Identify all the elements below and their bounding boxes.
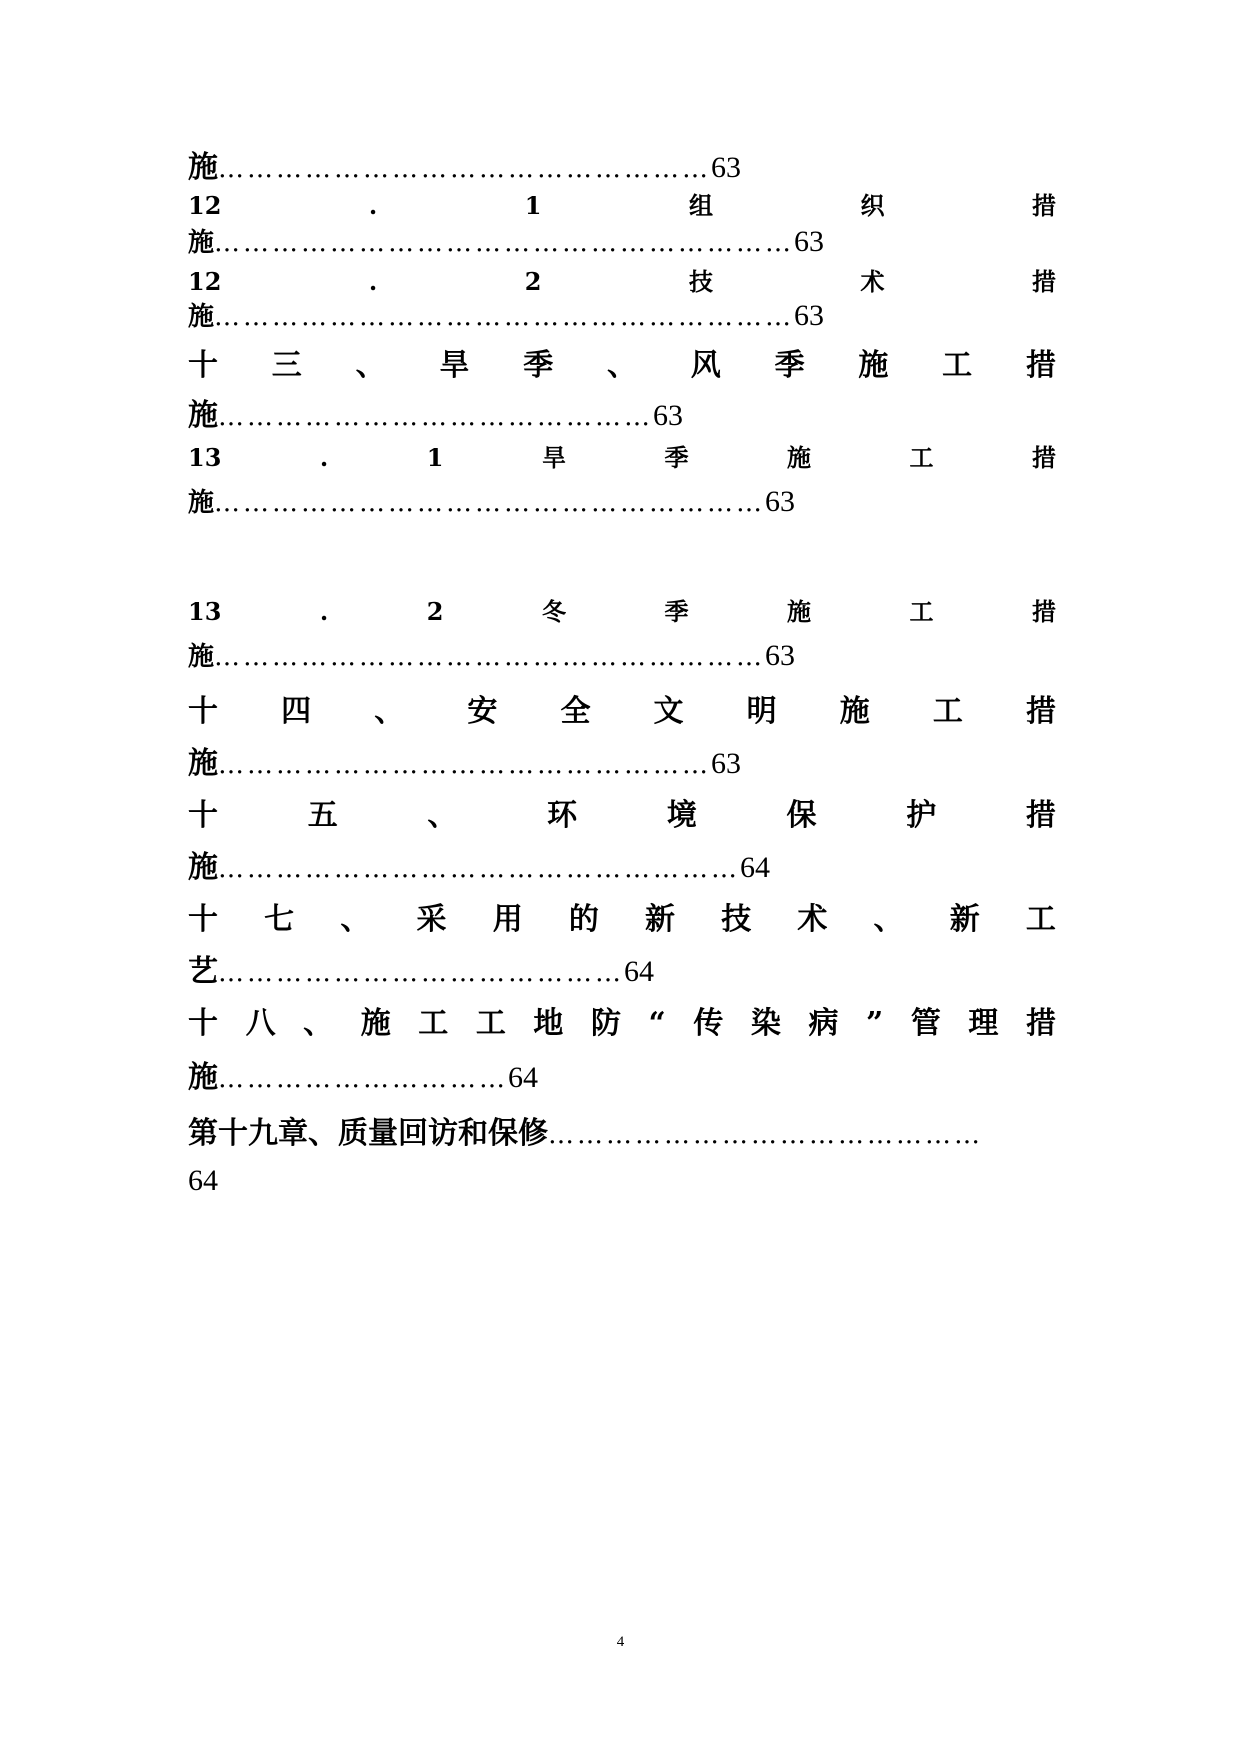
toc-page-number: 63: [794, 225, 825, 258]
toc-word: 三: [271, 348, 302, 383]
toc-line: [188, 142, 1056, 188]
toc-line: [188, 390, 1056, 436]
page-number: 4: [616, 1634, 625, 1650]
toc-word: 施: [360, 1006, 391, 1041]
toc-word: .: [319, 443, 329, 472]
toc-word: 十: [188, 694, 218, 729]
toc-word: 用: [492, 902, 523, 937]
toc-word: 措: [1025, 348, 1056, 383]
dot-leader: …………………………………………………: [214, 642, 766, 672]
toc-entry-text: 施: [188, 150, 218, 185]
toc-word: 施: [858, 348, 889, 383]
toc-word: 措: [1025, 798, 1056, 833]
toc-word: 1: [524, 191, 542, 220]
toc-entry-text: 施: [188, 302, 215, 332]
toc-word: 环: [547, 798, 578, 833]
toc-word: 施: [786, 443, 811, 472]
toc-word: 措: [1031, 267, 1056, 296]
toc-word: 工: [942, 348, 973, 383]
toc-word: 技: [688, 267, 713, 296]
toc-entry-text: 施: [188, 228, 215, 258]
toc-word: 织: [860, 191, 885, 220]
toc-word: 、: [340, 902, 371, 937]
toc-word: 防: [590, 1006, 621, 1041]
toc-line-heading: [188, 592, 1056, 638]
toc-line: [188, 482, 1056, 528]
toc-word: 工: [932, 694, 963, 729]
toc-word: 措: [1031, 191, 1056, 220]
dot-leader: ………………………………………………: [218, 854, 740, 884]
toc-word: 、: [606, 348, 637, 383]
toc-word: 2: [524, 267, 542, 296]
toc-word: .: [368, 191, 378, 220]
toc-word: 措: [1031, 597, 1056, 626]
toc-word: 季: [774, 348, 805, 383]
toc-word: 旱: [439, 348, 470, 383]
dot-leader: …………………………………………………: [214, 488, 766, 518]
dot-leader: ………………………………………: [218, 402, 653, 432]
toc-word: 安: [467, 694, 498, 729]
toc-word: 护: [906, 798, 937, 833]
toc-page-number: 64: [740, 851, 770, 884]
toc-line: [188, 738, 1056, 784]
toc-word: 冬: [541, 597, 566, 626]
toc-word: 十: [188, 902, 218, 937]
toc-word: 采: [416, 902, 447, 937]
toc-page-number: 63: [765, 485, 796, 518]
toc-word: 传: [693, 1006, 724, 1041]
toc-word: “: [648, 1006, 666, 1041]
toc-entry-text: 第十九章、质量回访和保修: [188, 1116, 548, 1151]
toc-entry-text: 施: [188, 1060, 218, 1095]
toc-word: 文: [653, 694, 684, 729]
dot-leader: ……………………………………: [218, 958, 624, 988]
toc-page-number: 63: [711, 151, 741, 184]
toc-line-heading: [188, 686, 1056, 732]
toc-entry-text: 施: [188, 746, 218, 781]
toc-word: 管: [910, 1006, 941, 1041]
toc-word: 的: [568, 902, 599, 937]
toc-word: 组: [688, 191, 713, 220]
toc-page-number: 63: [711, 747, 741, 780]
toc-word: 地: [533, 1006, 564, 1041]
toc-word: 四: [281, 694, 312, 729]
toc-word: 、: [303, 1006, 334, 1041]
toc-line: [188, 636, 1056, 682]
toc-word: 八: [245, 1006, 276, 1041]
toc-line: [188, 1108, 1056, 1154]
toc-word: 风: [690, 348, 721, 383]
toc-line-heading: [188, 790, 1056, 836]
toc-word: 染: [750, 1006, 781, 1041]
toc-word: 新: [645, 902, 676, 937]
toc-word: 工: [909, 443, 934, 472]
toc-page-number: 63: [765, 639, 796, 672]
toc-word: 施: [786, 597, 811, 626]
toc-line: [188, 1164, 1056, 1210]
toc-word: 12: [188, 191, 222, 220]
toc-word: 、: [427, 798, 458, 833]
toc-word: 保: [786, 798, 817, 833]
toc-word: 季: [664, 443, 689, 472]
toc-word: 工: [1025, 902, 1056, 937]
toc-word: 十: [188, 1006, 218, 1041]
toc-word: 技: [721, 902, 752, 937]
toc-word: 境: [666, 798, 697, 833]
toc-word: 理: [968, 1006, 999, 1041]
toc-word: 施: [839, 694, 870, 729]
dot-leader: ……………………………………………………: [214, 302, 795, 332]
toc-line-heading: [188, 998, 1056, 1044]
toc-page-number: 63: [794, 299, 825, 332]
toc-word: 新: [949, 902, 980, 937]
dot-leader: ……………………………………………: [218, 154, 711, 184]
toc-entry-text: 艺: [188, 954, 218, 989]
toc-entry-text: 施: [188, 398, 218, 433]
toc-word: 、: [873, 902, 904, 937]
toc-page-number: 64: [624, 955, 654, 988]
toc-word: 明: [746, 694, 777, 729]
toc-word: 工: [418, 1006, 449, 1041]
toc-word: 十: [188, 798, 218, 833]
toc-line: [188, 946, 1056, 992]
toc-word: 、: [355, 348, 386, 383]
dot-leader: ………………………………………: [548, 1120, 983, 1150]
toc-word: 五: [307, 798, 338, 833]
toc-word: .: [319, 597, 329, 626]
toc-word: 季: [664, 597, 689, 626]
toc-page-number: 63: [653, 399, 683, 432]
toc-line-heading: [188, 340, 1056, 386]
toc-word: 13: [188, 443, 222, 472]
dot-leader: ……………………………………………………: [214, 228, 795, 258]
toc-line-heading: [188, 438, 1056, 484]
toc-word: ”: [866, 1006, 884, 1041]
toc-line: [188, 1052, 1056, 1098]
dot-leader: ……………………………………………: [218, 750, 711, 780]
toc-word: 术: [860, 267, 885, 296]
toc-line: [188, 842, 1056, 888]
toc-word: 病: [808, 1006, 839, 1041]
toc-page-number: 64: [188, 1164, 218, 1197]
toc-word: .: [368, 267, 378, 296]
toc-word: 措: [1025, 694, 1056, 729]
toc-word: 七: [264, 902, 295, 937]
toc-line-heading: [188, 894, 1056, 940]
toc-word: 1: [426, 443, 444, 472]
dot-leader: …………………………: [218, 1064, 508, 1094]
toc-word: 措: [1031, 443, 1056, 472]
toc-word: 、: [374, 694, 405, 729]
toc-entry-text: 施: [188, 642, 215, 672]
toc-word: 12: [188, 267, 222, 296]
toc-word: 工: [475, 1006, 506, 1041]
toc-word: 全: [560, 694, 591, 729]
toc-entry-text: 施: [188, 850, 218, 885]
toc-line: [188, 296, 1056, 342]
toc-word: 旱: [541, 443, 566, 472]
toc-word: 术: [797, 902, 828, 937]
toc-page-number: 64: [508, 1061, 538, 1094]
toc-word: 季: [523, 348, 554, 383]
toc-entry-text: 施: [188, 488, 215, 518]
toc-word: 措: [1025, 1006, 1056, 1041]
toc-word: 工: [909, 597, 934, 626]
toc-word: 13: [188, 597, 222, 626]
toc-word: 2: [426, 597, 444, 626]
toc-word: 十: [188, 348, 218, 383]
